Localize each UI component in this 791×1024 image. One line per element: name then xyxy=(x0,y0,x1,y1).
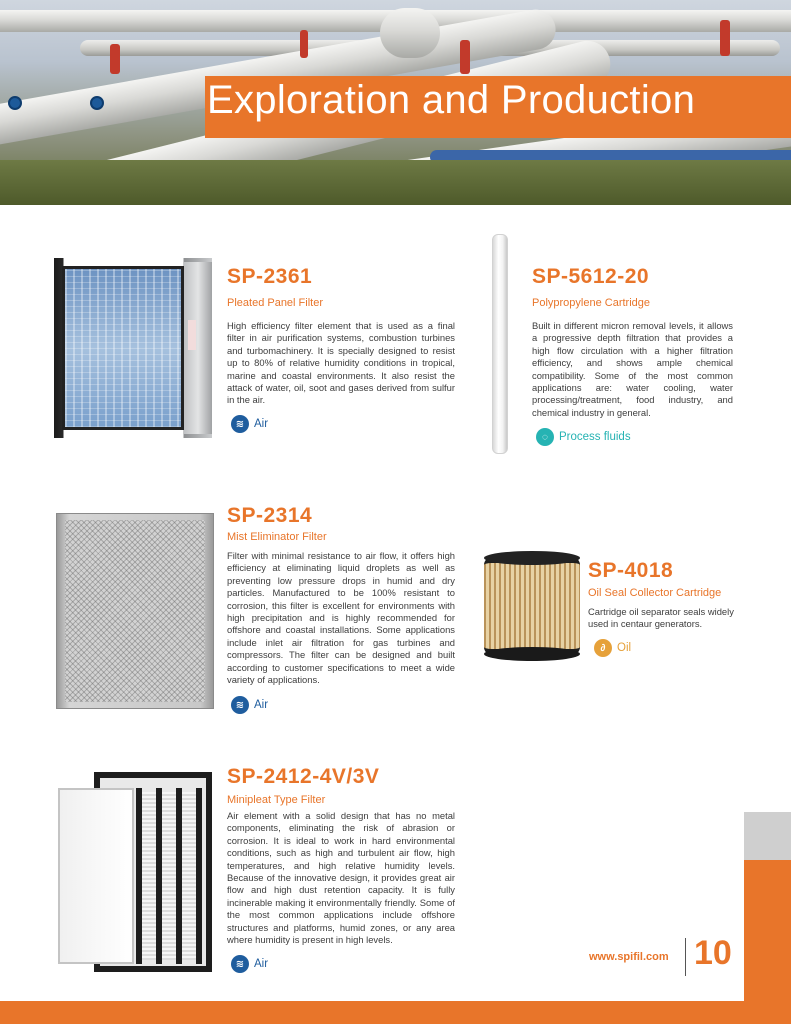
application-label: Air xyxy=(254,958,269,970)
product-description-sp-2361: High efficiency filter element that is used as a final filter in air purification systems, combustion turbines and turbomachinery. It is specially designed to resist up to 80% of relative humidity conditions in tropical, marine and coastal environments. It also resist the attack of water, oil, soot and gases derived from sulfur in the air. xyxy=(227,320,455,406)
product-name-sp-2412: Minipleat Type Filter xyxy=(227,794,326,806)
air-flow-icon: ≋ xyxy=(231,955,249,973)
air-flow-icon: ≋ xyxy=(231,415,249,433)
page-number: 10 xyxy=(694,934,732,972)
product-code-sp-4018: SP-4018 xyxy=(588,559,674,582)
bottom-strip xyxy=(0,1001,744,1024)
side-tab-orange xyxy=(744,860,791,1024)
application-tag-sp-2314 xyxy=(231,696,268,714)
product-name-sp-4018: Oil Seal Collector Cartridge xyxy=(588,587,722,599)
application-tag-sp-2361 xyxy=(231,415,268,433)
droplet-icon: ◌ xyxy=(536,428,554,446)
pleated-panel-filter-image xyxy=(54,258,212,438)
product-code-sp-2361: SP-2361 xyxy=(227,265,313,288)
application-label: Air xyxy=(254,699,269,711)
application-label: Process fluids xyxy=(559,431,631,443)
product-description-sp-2314: Filter with minimal resistance to air flow, it offers high efficiency at eliminating liquid droplets as well as preventing low pressure drops in humid and dry particles. Manufactured to be 100% resistant to corrosion, this filter is excellent for environments with high precipitation and is highly recommended for offshore and coastal installations. Some applications include inlet air filtration for gas turbines and compressors. The filter can be designed and built according to customer specifications to meet a wide variety of applications. xyxy=(227,550,455,686)
website-link[interactable]: www.spifil.com xyxy=(589,951,669,963)
oil-seal-collector-cartridge-image xyxy=(484,551,580,661)
product-description-sp-5612-20: Built in different micron removal levels, it allows a progressive depth filtration that provides a high flow circulation with a higher filtration efficiency, and shows ample chemical compatibility. Some of the most common applications are: water cooling, water processing/treatment, food industry, and chemical industry in general. xyxy=(532,320,733,418)
product-name-sp-2361: Pleated Panel Filter xyxy=(227,297,323,309)
oil-drop-icon: ∂ xyxy=(594,639,612,657)
application-label: Oil xyxy=(617,642,632,654)
product-name-sp-2314: Mist Eliminator Filter xyxy=(227,531,327,543)
product-code-sp-2412: SP-2412-4V/3V xyxy=(227,765,380,788)
side-tab-gray xyxy=(744,812,791,860)
product-code-sp-2314: SP-2314 xyxy=(227,504,313,527)
product-name-sp-5612-20: Polypropylene Cartridge xyxy=(532,297,651,309)
polypropylene-cartridge-image xyxy=(492,234,508,454)
product-description-sp-4018: Cartridge oil separator seals widely used in centaur generators. xyxy=(588,606,734,630)
header-banner xyxy=(0,0,791,205)
product-description-sp-2412: Air element with a solid design that has no metal components, eliminating the risk of abrasion or corrosion. It is ideal to work in hard environmental conditions, such as high and turbulent air flow, high temperatures, and high relative humidity levels. Because of the innovative design, it provides great air flow and high dust retention capacity. It is fully incinerable making it environmentally friendly. Some of the most common applications include offshore structures and platforms, humid zones, or any area where humidity is present in high levels. xyxy=(227,810,455,946)
application-tag-sp-2412 xyxy=(231,955,268,973)
footer-divider xyxy=(685,938,686,976)
application-tag-sp-4018 xyxy=(594,639,631,657)
product-code-sp-5612-20: SP-5612-20 xyxy=(532,265,650,288)
page-title: Exploration and Production xyxy=(207,78,696,122)
minipleat-filter-image xyxy=(58,772,210,972)
air-flow-icon: ≋ xyxy=(231,696,249,714)
application-tag-sp-5612-20 xyxy=(536,428,631,446)
application-label: Air xyxy=(254,418,269,430)
mist-eliminator-filter-image xyxy=(56,513,214,709)
